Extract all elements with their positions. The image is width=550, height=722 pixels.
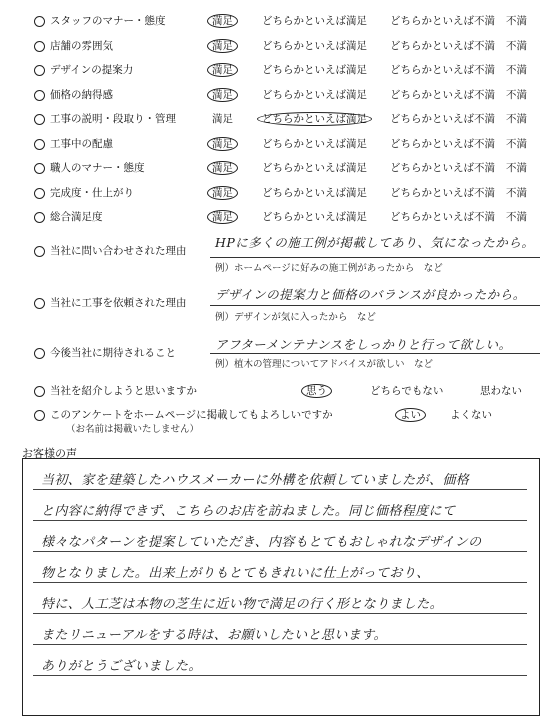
- voice-box: [22, 458, 540, 716]
- rating-option[interactable]: 不満: [506, 113, 527, 125]
- rating-option[interactable]: 不満: [506, 88, 527, 101]
- rating-option[interactable]: どちらかといえば不満: [390, 15, 495, 27]
- voice-ruled-line: [33, 675, 527, 676]
- rating-option[interactable]: どちらかといえば満足: [262, 39, 367, 52]
- voice-line-text: またリニューアルをする時は、お願いしたいと思います。: [41, 628, 387, 643]
- rating-label: 完成度・仕上がり: [50, 186, 134, 199]
- question-label: 今後当社に期待されること: [50, 347, 176, 359]
- voice-ruled-line: [33, 582, 527, 583]
- rating-label: 工事中の配慮: [50, 137, 113, 150]
- bullet-circle: [34, 114, 45, 125]
- publish-option[interactable]: よくない: [450, 409, 492, 421]
- rating-label: 職人のマナー・態度: [50, 162, 145, 174]
- handwritten-answer: HPに多くの施工例が掲載してあり、気になったから。: [215, 235, 535, 250]
- rating-option[interactable]: 不満: [506, 64, 527, 76]
- bullet-circle: [34, 410, 45, 421]
- rating-label: 価格の納得感: [50, 88, 113, 101]
- bullet-circle: [34, 188, 45, 199]
- rating-option-selected[interactable]: 満足: [207, 186, 238, 200]
- voice-ruled-line: [33, 520, 527, 521]
- voice-line-text: 当初、家を建築したハウスメーカーに外構を依頼していましたが、価格: [41, 473, 470, 488]
- voice-line-text: と内容に納得できず、こちらのお店を訪ねました。同じ価格程度にて: [41, 504, 456, 519]
- rating-option[interactable]: 不満: [506, 186, 527, 199]
- voice-line-text: 特に、人工芝は本物の芝生に近い物で満足の行く形となりました。: [41, 597, 444, 612]
- rating-option[interactable]: どちらかといえば不満: [390, 186, 495, 199]
- voice-title: お客様の声: [22, 447, 77, 460]
- rating-option[interactable]: 不満: [506, 211, 527, 223]
- rating-option-selected[interactable]: 満足: [207, 14, 238, 28]
- voice-ruled-line: [33, 489, 527, 490]
- bullet-circle: [34, 65, 45, 76]
- bullet-circle: [34, 16, 45, 27]
- bullet-circle: [34, 298, 45, 309]
- rating-label: 総合満足度: [50, 211, 103, 223]
- bullet-circle: [34, 386, 45, 397]
- rating-option[interactable]: どちらかといえば満足: [262, 211, 367, 223]
- voice-ruled-line: [33, 551, 527, 552]
- rating-label: 店舗の雰囲気: [50, 39, 113, 52]
- recommend-option-selected[interactable]: 思う: [301, 384, 332, 398]
- answer-underline: [210, 353, 540, 354]
- voice-ruled-line: [33, 644, 527, 645]
- rating-option[interactable]: どちらかといえば満足: [262, 15, 367, 27]
- voice-ruled-line: [33, 613, 527, 614]
- rating-option[interactable]: どちらかといえば不満: [390, 88, 495, 101]
- question-label: このアンケートをホームページに掲載してもよろしいですか: [50, 409, 333, 421]
- handwritten-answer: アフターメンテナンスをしっかりと行って欲しい。: [215, 337, 512, 352]
- handwritten-answer: デザインの提案力と価格のバランスが良かったから。: [215, 287, 526, 302]
- example-text: 例）ホームページに好みの施工例があったから など: [215, 263, 443, 274]
- rating-option[interactable]: どちらかといえば不満: [390, 211, 495, 223]
- voice-line-text: 物となりました。出来上がりもとてもきれいに仕上がっており、: [41, 566, 430, 581]
- rating-option[interactable]: どちらかといえば不満: [390, 39, 495, 52]
- bullet-circle: [34, 348, 45, 359]
- rating-option[interactable]: どちらかといえば満足: [262, 186, 367, 199]
- rating-option-selected[interactable]: 満足: [207, 39, 238, 53]
- rating-option[interactable]: どちらかといえば満足: [262, 64, 367, 76]
- rating-option-selected[interactable]: 満足: [207, 63, 238, 77]
- publish-option-selected[interactable]: よい: [395, 408, 426, 422]
- voice-line-text: ありがとうございました。: [41, 659, 202, 674]
- bullet-circle: [34, 139, 45, 150]
- rating-option-selected[interactable]: どちらかといえば満足: [257, 112, 372, 126]
- bullet-circle: [34, 90, 45, 101]
- question-label: 当社に問い合わせされた理由: [50, 245, 187, 257]
- answer-underline: [210, 257, 540, 258]
- rating-option-selected[interactable]: 満足: [207, 161, 238, 175]
- rating-option[interactable]: どちらかといえば不満: [390, 113, 495, 125]
- recommend-option[interactable]: 思わない: [480, 385, 522, 397]
- name-note: （お名前は掲載いたしません）: [66, 424, 200, 435]
- bullet-circle: [34, 212, 45, 223]
- rating-option-selected[interactable]: 満足: [207, 210, 238, 224]
- question-label: 当社を紹介しようと思いますか: [50, 385, 197, 397]
- recommend-option[interactable]: どちらでもない: [370, 385, 444, 397]
- question-label: 当社に工事を依頼された理由: [50, 297, 187, 309]
- voice-line-text: 様々なパターンを提案していただき、内容もとてもおしゃれなデザインの: [41, 535, 482, 550]
- rating-option[interactable]: どちらかといえば満足: [262, 137, 367, 150]
- rating-option-selected[interactable]: 満足: [207, 88, 238, 102]
- bullet-circle: [34, 163, 45, 174]
- rating-option[interactable]: 不満: [506, 15, 527, 27]
- answer-underline: [210, 305, 540, 306]
- rating-label: デザインの提案力: [50, 64, 134, 76]
- rating-option[interactable]: どちらかといえば不満: [390, 162, 495, 174]
- rating-option[interactable]: 満足: [212, 113, 233, 125]
- bullet-circle: [34, 41, 45, 52]
- rating-option[interactable]: どちらかといえば満足: [262, 162, 367, 174]
- rating-option[interactable]: 不満: [506, 137, 527, 150]
- rating-label: スタッフのマナー・態度: [50, 15, 166, 27]
- rating-option-selected[interactable]: 満足: [207, 137, 238, 151]
- rating-option[interactable]: 不満: [506, 162, 527, 174]
- rating-label: 工事の説明・段取り・管理: [50, 113, 176, 125]
- rating-option[interactable]: どちらかといえば満足: [262, 88, 367, 101]
- example-text: 例）デザインが気に入ったから など: [215, 312, 376, 323]
- example-text: 例）植木の管理についてアドバイスが欲しい など: [215, 359, 434, 370]
- rating-option[interactable]: どちらかといえば不満: [390, 137, 495, 150]
- rating-option[interactable]: 不満: [506, 39, 527, 52]
- rating-option[interactable]: どちらかといえば不満: [390, 64, 495, 76]
- bullet-circle: [34, 246, 45, 257]
